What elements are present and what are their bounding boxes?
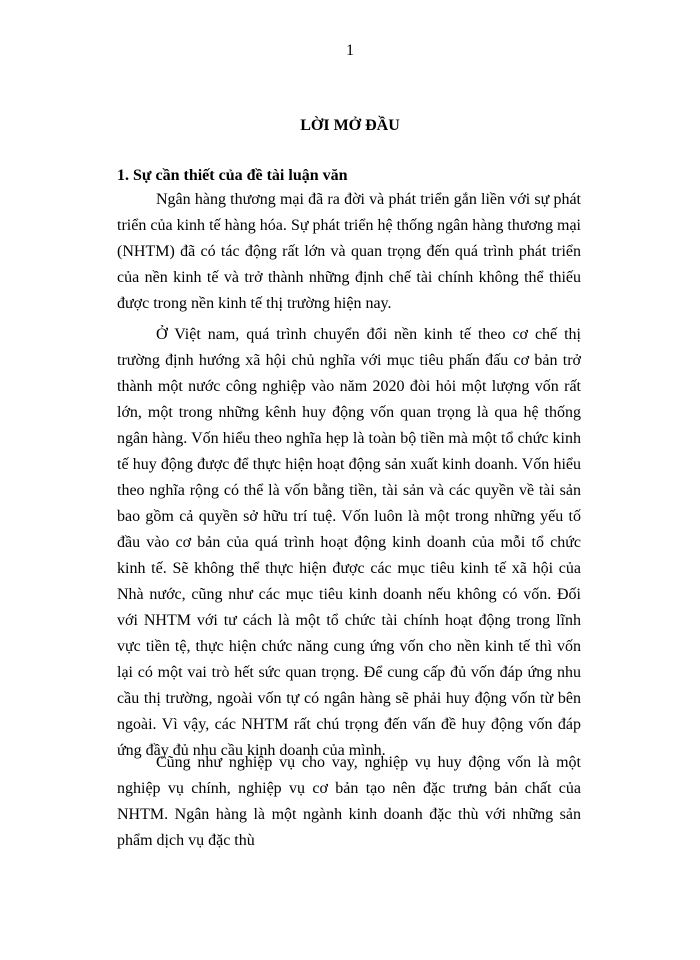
- section-heading: 1. Sự cần thiết của đề tài luận văn: [117, 167, 348, 184]
- paragraph-1: Ngân hàng thương mại đã ra đời và phát triển gắn liền với sự phát triển của kinh tế hàng hóa. Sự phát triển hệ thống ngân hàng thương mại (NHTM) đã có tác động rất lớn và quan trọng đến quá trình phát triển của nền kinh tế và trở thành những định chế tài chính không thể thiếu được trong nền kinh tế thị trường hiện nay.: [117, 191, 581, 312]
- paragraph-3: Cũng như nghiệp vụ cho vay, nghiệp vụ huy động vốn là một nghiệp vụ chính, nghiệp vụ cơ bản tạo nên đặc trưng bản chất của NHTM. Ngân hàng là một ngành kinh doanh đặc thù với những sản phẩm dịch vụ đặc thù: [117, 754, 581, 849]
- page-number: 1: [346, 42, 354, 59]
- paragraph-2: Ở Việt nam, quá trình chuyển đổi nền kinh tế theo cơ chế thị trường định hướng xã hội chủ nghĩa với mục tiêu phấn đấu cơ bản trở thành một nước công nghiệp vào năm 2020 đòi hỏi một lượng vốn rất lớn, một trong những kênh huy động vốn quan trọng là qua hệ thống ngân hàng. Vốn hiểu theo nghĩa hẹp là toàn bộ tiền mà một tổ chức kinh tế huy động được để thực hiện hoạt động sản xuất kinh doanh. Vốn hiểu theo nghĩa rộng có thể là vốn bằng tiền, tài sản và các quyền về tài sản bao gồm cả quyền sở hữu trí tuệ. Vốn luôn là một trong những yếu tố đầu vào cơ bản của quá trình hoạt động kinh doanh của mỗi tổ chức kinh tế. Sẽ không thể thực hiện được các mục tiêu kinh tế xã hội của Nhà nước, cũng như các mục tiêu kinh doanh nếu không có vốn. Đối với NHTM với tư cách là một tổ chức tài chính hoạt động trong lĩnh vực tiền tệ, thực hiện chức năng cung ứng vốn cho nền kinh tế thì vốn lại có một vai trò hết sức quan trọng. Để cung cấp đủ vốn đáp ứng nhu cầu thị trường, ngoài vốn tự có ngân hàng sẽ phải huy động vốn từ bên ngoài. Vì vậy, các NHTM rất chú trọng đến vấn đề huy động vốn đáp ứng đầy đủ nhu cầu kinh doanh của mình.: [117, 326, 581, 759]
- page-title: LỜI MỞ ĐẦU: [300, 117, 400, 134]
